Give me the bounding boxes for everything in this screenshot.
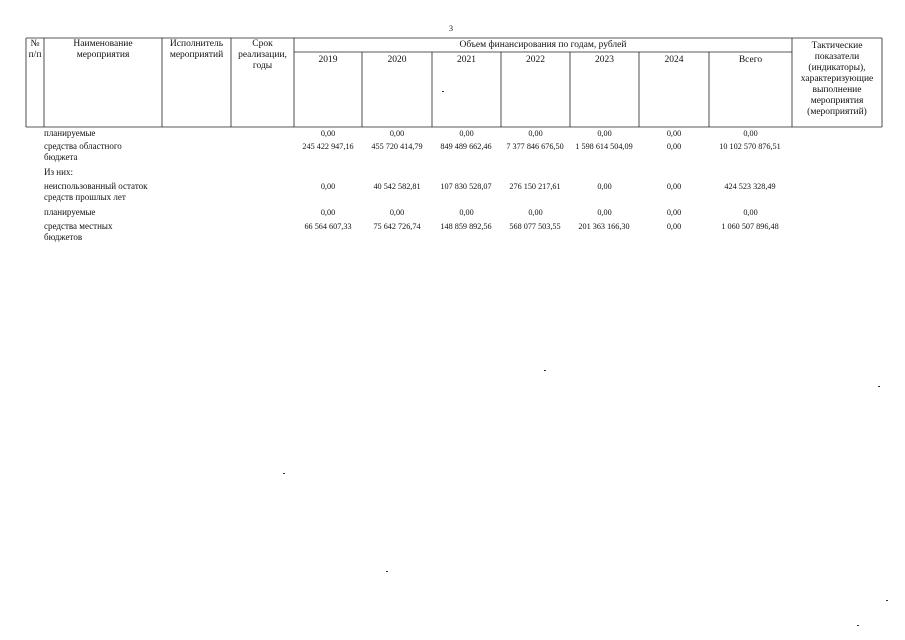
row-regional-budget-2021: 849 489 662,46 (440, 142, 492, 151)
row-planned-1-total: 0,00 (743, 129, 758, 138)
row-planned-2-2022: 0,00 (528, 208, 543, 217)
header-year-2020: 2020 (387, 55, 407, 65)
header-col-name-line2: мероприятия (76, 50, 130, 60)
row-label-of-which (44, 167, 174, 178)
row-unused-balance-2023: 0,00 (597, 182, 612, 191)
row-unused-balance-2021: 107 830 528,07 (440, 182, 492, 191)
header-col-term (231, 39, 294, 72)
row-planned-2-2024: 0,00 (666, 208, 682, 217)
row-label-line: бюджетов (44, 232, 83, 242)
row-planned-2-2023: 0,00 (597, 208, 612, 217)
row-unused-balance-2024: 0,00 (666, 182, 682, 191)
header-financing-title: Объем финансирования по годам, рублей (459, 40, 627, 50)
row-planned-2-2021: 0,00 (459, 208, 474, 217)
row-regional-budget-2020: 455 720 414,79 (371, 142, 423, 151)
row-planned-2-2019: 0,00 (320, 208, 336, 217)
row-planned-2-total: 0,00 (743, 208, 758, 217)
row-unused-balance-2019: 0,00 (320, 182, 336, 191)
header-col-number-line1: № (30, 39, 40, 49)
header-col-number-line2: п/п (28, 50, 42, 60)
header-col-indicators-line4: характеризующие (800, 74, 874, 84)
header-col-executor-line1: Исполнитель (169, 39, 224, 49)
row-local-budgets-2023: 201 363 166,30 (578, 222, 630, 231)
row-planned-1-2021: 0,00 (459, 129, 474, 138)
header-col-indicators-line1: Тактические (811, 41, 863, 51)
header-col-term-line1: Срок (252, 39, 273, 49)
scan-speck (857, 625, 859, 626)
row-local-budgets-2021: 148 859 892,56 (440, 222, 492, 231)
scan-speck (386, 571, 388, 572)
header-col-indicators-line3: (индикаторы), (808, 63, 866, 73)
header-col-indicators-line6: мероприятия (810, 96, 864, 106)
header-col-executor-line2: мероприятий (169, 50, 224, 60)
row-planned-1-2022: 0,00 (528, 129, 543, 138)
row-local-budgets-total: 1 060 507 896,48 (721, 222, 779, 231)
header-col-term-line2: реализации, (238, 50, 287, 60)
row-label-line: неиспользованный остаток (44, 181, 148, 191)
scan-speck (442, 91, 444, 92)
header-year-2023: 2023 (595, 55, 614, 65)
row-label-line: планируемые (44, 128, 96, 138)
row-unused-balance-2020: 40 542 582,81 (373, 182, 421, 191)
row-planned-1-2024: 0,00 (666, 129, 682, 138)
header-col-indicators-line5: выполнение (812, 85, 862, 95)
row-planned-1-2020: 0,00 (389, 129, 405, 138)
page-number: 3 (449, 24, 453, 33)
row-planned-1-2019: 0,00 (320, 129, 336, 138)
row-unused-balance-2022: 276 150 217,61 (509, 182, 561, 191)
scan-speck (878, 386, 880, 387)
header-col-executor (162, 39, 231, 61)
header-col-indicators (792, 41, 882, 118)
row-label-local-budgets (44, 221, 174, 243)
header-col-term-line3: годы (252, 61, 273, 71)
scan-speck (886, 600, 888, 601)
header-col-number (26, 39, 44, 61)
scan-speck (283, 473, 285, 474)
header-year-2024: 2024 (664, 55, 684, 65)
row-label-planned-1 (44, 128, 174, 139)
header-year-2019: 2019 (318, 55, 338, 65)
header-col-name (44, 39, 162, 61)
row-unused-balance-total: 424 523 328,49 (724, 182, 776, 191)
header-year-2022: 2022 (526, 55, 545, 65)
row-local-budgets-2019: 66 564 607,33 (304, 222, 352, 231)
row-label-unused-balance (44, 181, 174, 203)
row-label-regional-budget (44, 141, 174, 163)
row-label-line: средства местных (44, 221, 113, 231)
scan-speck (544, 370, 546, 371)
row-planned-1-2023: 0,00 (597, 129, 612, 138)
row-label-line: бюджета (44, 152, 78, 162)
row-regional-budget-2022: 7 377 846 676,50 (506, 142, 564, 151)
row-label-line: средства областного (44, 141, 122, 151)
header-year-2021: 2021 (457, 55, 476, 65)
row-regional-budget-2024: 0,00 (666, 142, 682, 151)
row-label-line: средств прошлых лет (44, 192, 126, 202)
header-col-indicators-line7: (мероприятий) (807, 107, 867, 117)
row-planned-2-2020: 0,00 (389, 208, 405, 217)
row-label-line: Из них: (44, 167, 73, 177)
row-local-budgets-2022: 568 077 503,55 (509, 222, 561, 231)
row-label-planned-2 (44, 207, 174, 218)
header-col-indicators-line2: показатели (814, 52, 860, 62)
row-regional-budget-2019: 245 422 947,16 (302, 142, 354, 151)
row-regional-budget-2023: 1 598 614 504,09 (575, 142, 633, 151)
row-local-budgets-2020: 75 642 726,74 (373, 222, 421, 231)
header-total: Всего (738, 55, 763, 65)
row-local-budgets-2024: 0,00 (666, 222, 682, 231)
row-label-line: планируемые (44, 207, 96, 217)
header-col-name-line1: Наименование (73, 39, 133, 49)
row-regional-budget-total: 10 102 570 876,51 (719, 142, 781, 151)
